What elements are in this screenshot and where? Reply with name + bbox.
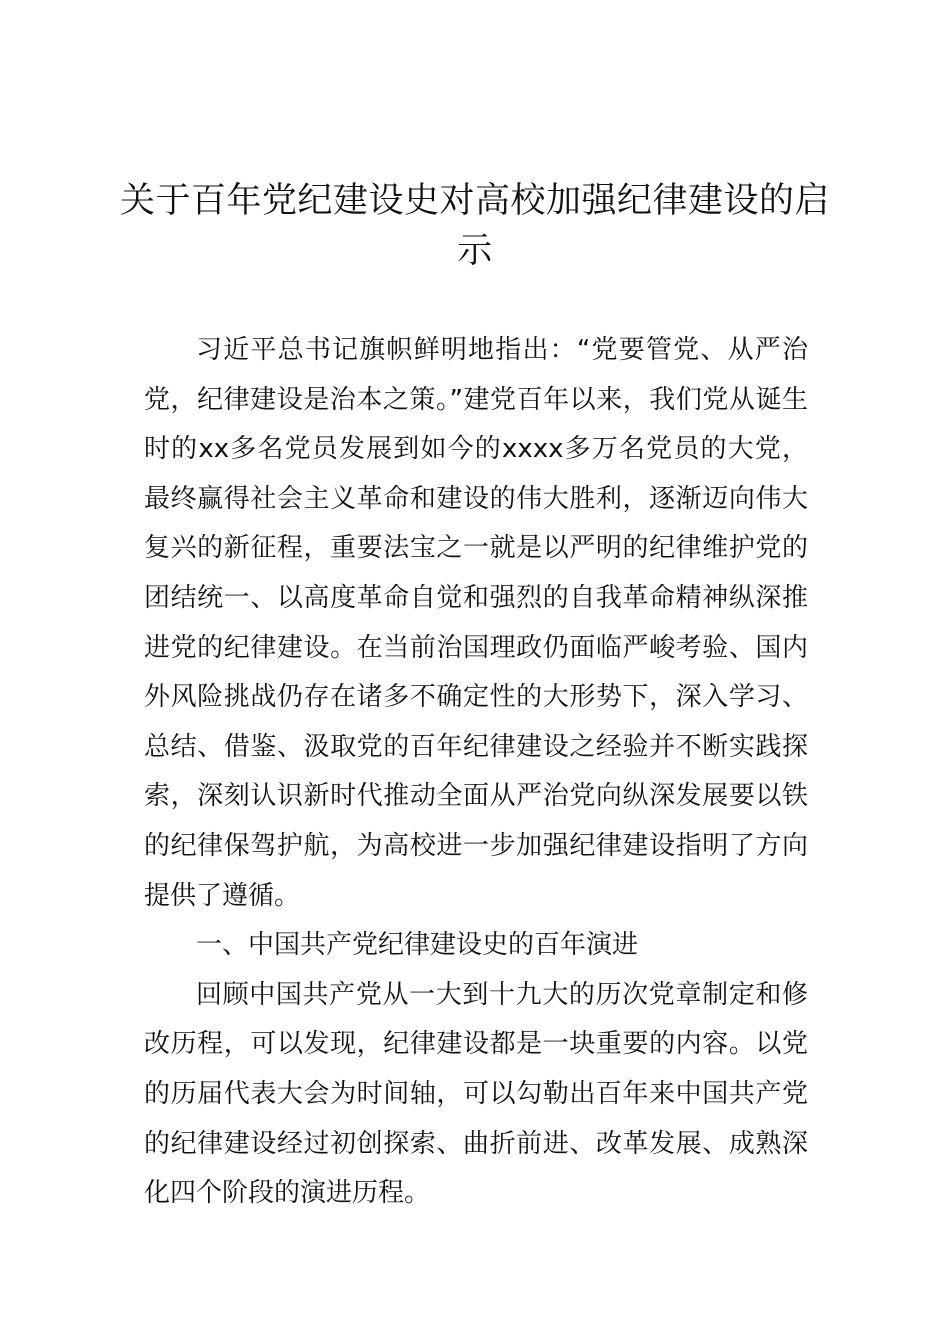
document-title: 关于百年党纪建设史对高校加强纪律建设的启示 <box>120 181 831 271</box>
section-paragraph: 回顾中国共产党从一大到十九大的历次党章制定和修改历程，可以发现，纪律建设都是一块重要的内容。以党的历届代表大会为时间轴，可以勾勒出百年来中国共产党的纪律建设经过初创探索、曲折前进、改革发展、成熟深化四个阶段的演进历程。 <box>144 979 808 1209</box>
document-body <box>144 326 808 1219</box>
body-paragraph: 习近平总书记旗帜鲜明地指出：“党要管党、从严治党，纪律建设是治本之策。”建党百年以来，我们党从诞生时的xx多名党员发展到如今的xxxx多万名党员的大党，最终赢得社会主义革命和建设的伟大胜利，逐渐迈向伟大复兴的新征程，重要法宝之一就是以严明的纪律维护党的团结统一、以高度革命自觉和强烈的自我革命精神纵深推进党的纪律建设。在当前治国理政仍面临严峻考验、国内外风险挑战仍存在诸多不确定性的大形势下，深入学习、总结、借鉴、汲取党的百年纪律建设之经验并不断实践探索，深刻认识新时代推动全面从严治党向纵深发展要以铁的纪律保驾护航，为高校进一步加强纪律建设指明了方向提供了遵循。 <box>144 335 808 911</box>
section-heading: 一、中国共产党纪律建设史的百年演进 <box>196 930 639 961</box>
